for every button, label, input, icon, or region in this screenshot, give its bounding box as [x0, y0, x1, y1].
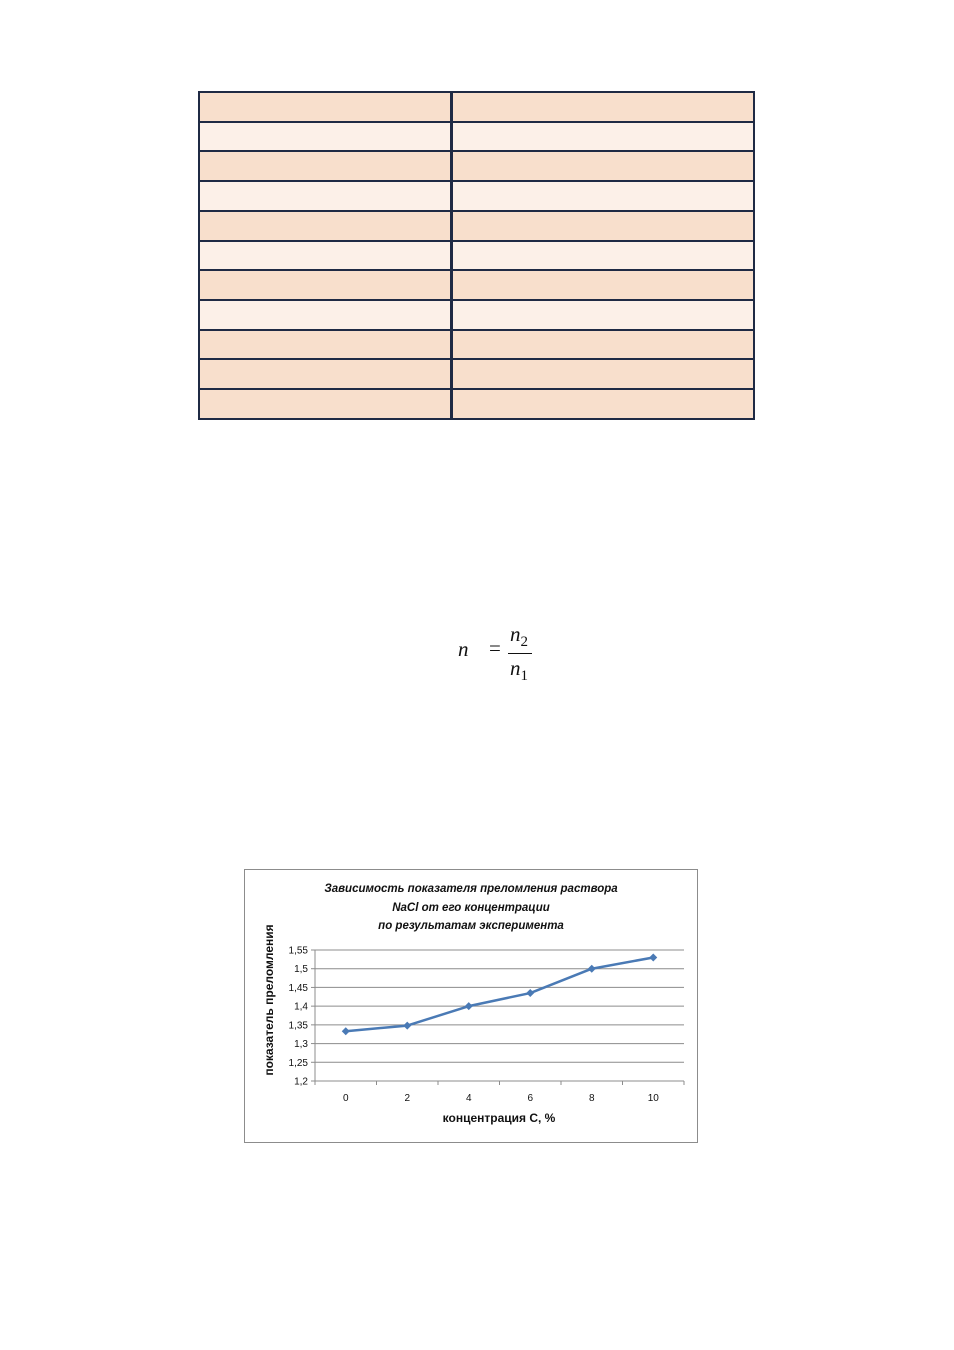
y-tick-label: 1,2	[294, 1076, 308, 1088]
table-cell	[199, 92, 452, 122]
table-cell	[452, 241, 755, 271]
formula-denominator: $n_1$	[510, 656, 528, 684]
table-cell	[199, 181, 452, 211]
table-row	[199, 359, 754, 389]
refraction-chart	[245, 870, 697, 1142]
table-cell	[452, 270, 755, 300]
y-tick-label: 1,55	[288, 945, 308, 957]
data-point	[403, 1022, 411, 1030]
table-cell	[452, 151, 755, 181]
table-cell	[199, 151, 452, 181]
refractive-index-formula	[456, 622, 546, 684]
data-point	[465, 1002, 473, 1010]
formula-equals: =	[489, 636, 501, 660]
table-cell	[199, 270, 452, 300]
chart-title-line: NaCl от его концентрации	[392, 902, 550, 914]
x-tick-label: 0	[342, 1093, 349, 1104]
table-cell	[452, 330, 755, 360]
y-tick-label: 1,3	[294, 1039, 308, 1051]
table-cell	[199, 300, 452, 330]
table-cell	[199, 389, 452, 419]
table-row	[199, 122, 754, 152]
table-cell	[452, 181, 755, 211]
data-point	[526, 989, 534, 997]
table-cell	[199, 122, 452, 152]
table-cell	[199, 211, 452, 241]
table-cell	[452, 300, 755, 330]
formula-lhs: n	[458, 637, 469, 661]
table-cell	[199, 359, 452, 389]
y-tick-label: 1,45	[288, 982, 308, 994]
data-point	[342, 1027, 350, 1035]
x-axis-title: концентрация С, %	[442, 1111, 556, 1125]
data-point	[588, 965, 596, 973]
fraction-bar	[508, 653, 532, 654]
data-table	[198, 91, 755, 420]
table-row	[199, 300, 754, 330]
chart-title-line: Зависимость показателя преломления раствора	[324, 883, 618, 895]
table-cell	[452, 359, 755, 389]
table-cell	[452, 92, 755, 122]
table-row	[199, 270, 754, 300]
formula-numerator: $n_2$	[510, 622, 528, 650]
table-cell	[199, 330, 452, 360]
y-axis-title: показатель преломления	[262, 924, 276, 1076]
table-cell	[452, 211, 755, 241]
x-tick-label: 6	[527, 1093, 534, 1104]
table-row	[199, 151, 754, 181]
chart-container	[244, 869, 698, 1143]
table-row	[199, 211, 754, 241]
y-tick-label: 1,4	[294, 1001, 308, 1013]
table-row	[199, 92, 754, 122]
table-row	[199, 181, 754, 211]
y-tick-label: 1,25	[288, 1057, 308, 1069]
table-row	[199, 389, 754, 419]
y-tick-label: 1,35	[288, 1020, 308, 1032]
table-row	[199, 241, 754, 271]
data-point	[649, 953, 657, 961]
table-cell	[199, 241, 452, 271]
table-cell	[452, 122, 755, 152]
x-tick-label: 10	[647, 1093, 659, 1104]
y-tick-label: 1,5	[294, 964, 308, 976]
table-row	[199, 330, 754, 360]
x-tick-label: 2	[404, 1093, 411, 1104]
x-tick-label: 4	[465, 1093, 472, 1104]
table-cell	[452, 389, 755, 419]
chart-title-line: по результатам эксперимента	[378, 920, 564, 932]
x-tick-label: 8	[588, 1093, 595, 1104]
